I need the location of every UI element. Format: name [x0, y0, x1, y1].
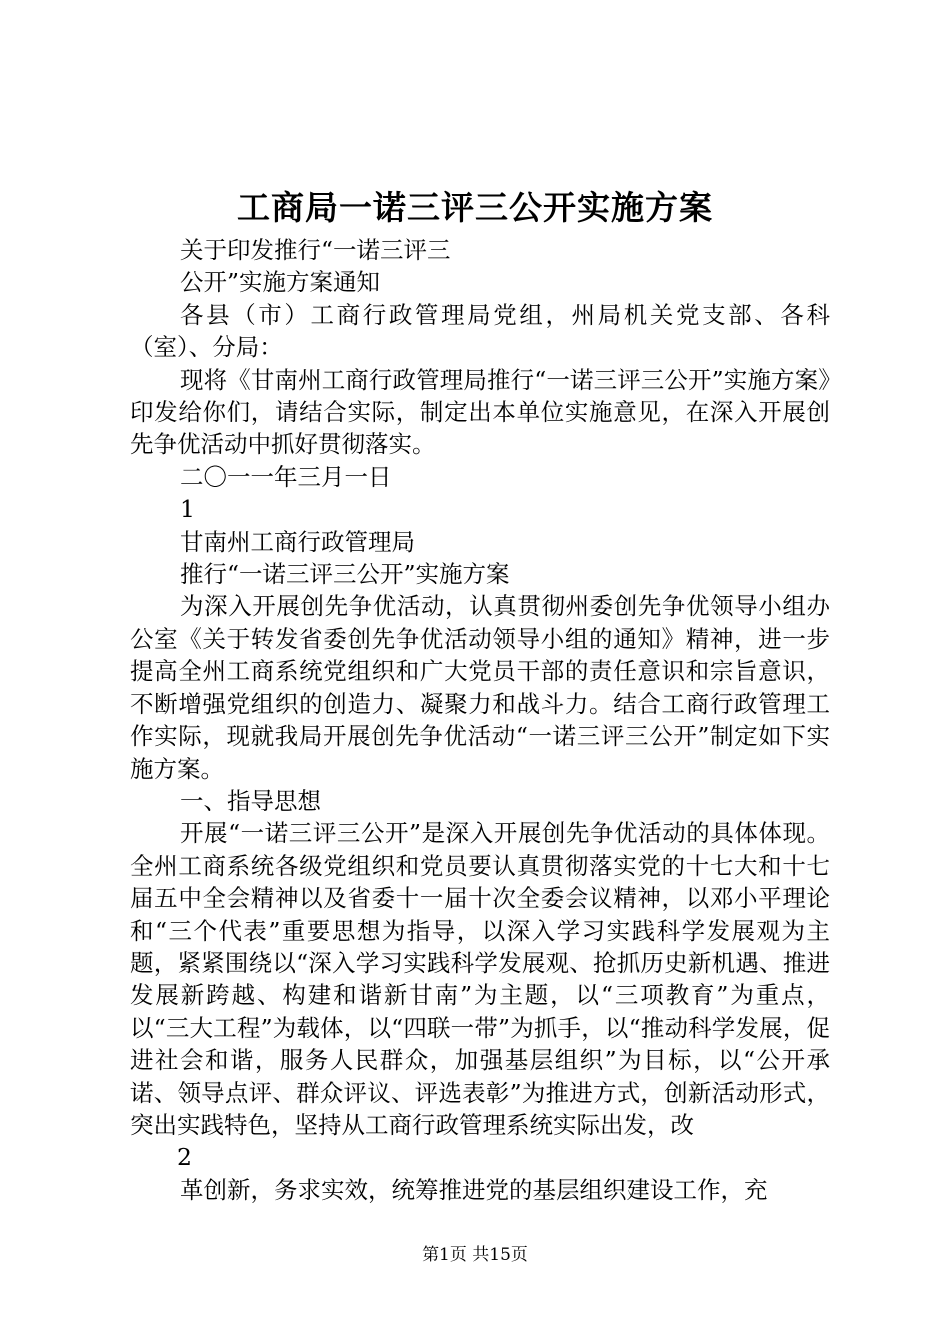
issuer-name: 甘南州工商行政管理局: [180, 527, 415, 556]
notice-heading-line-2: 公开”实施方案通知: [180, 268, 381, 297]
recipients-paragraph: 各县（市）工商行政管理局党组，州局机关党支部、各科（室）、分局：: [130, 300, 830, 362]
intro-paragraph: 为深入开展创先争优活动，认真贯彻州委创先争优领导小组办公室《关于转发省委创先争优活动领导小组的通知》精神，进一步提高全州工商系统党组织和广大党员干部的责任意识和宗旨意识，不断增强党组织的创造力、凝聚力和战斗力。结合工商行政管理工作实际，现就我局开展创先争优活动“一诺三评三公开”制定如下实施方案。: [130, 592, 830, 783]
notice-date: 二〇一一年三月一日: [180, 462, 392, 491]
page-number-2: 2: [177, 1143, 192, 1172]
page-number-1: 1: [180, 495, 195, 524]
plan-title: 推行“一诺三评三公开”实施方案: [180, 560, 510, 589]
document-body: [130, 234, 830, 1206]
guiding-ideology-paragraph: 开展“一诺三评三公开”是深入开展创先争优活动的具体体现。全州工商系统各级党组织和党员要认真贯彻落实党的十七大和十七届五中全会精神以及省委十一届十次全委会议精神，以邓小平理论和“三个代表”重要思想为指导，以深入学习实践科学发展观为主题，紧紧围绕以“深入学习实践科学发展观、抢抓历史新机遇、推进发展新跨越、构建和谐新甘南”为主题，以“三项教育”为重点，以“三大工程”为载体，以“四联一带”为抓手，以“推动科学发展，促进社会和谐，服务人民群众，加强基层组织”为目标，以“公开承诺、领导点评、群众评议、评选表彰”为推进方式，创新活动形式，突出实践特色，坚持从工商行政管理系统实际出发，改: [130, 819, 830, 1139]
continuation-paragraph: 革创新，务求实效，统筹推进党的基层组织建设工作，充: [180, 1175, 768, 1204]
document-title: 工商局一诺三评三公开实施方案: [237, 188, 713, 227]
notice-paragraph: 现将《甘南州工商行政管理局推行“一诺三评三公开”实施方案》印发给你们，请结合实际，制定出本单位实施意见，在深入开展创先争优活动中抓好贯彻落实。: [130, 365, 830, 459]
page-footer: 第1页 共15页: [422, 1245, 528, 1265]
notice-heading-line-1: 关于印发推行“一诺三评三: [180, 236, 451, 264]
section-heading-guiding-ideology: 一、指导思想: [180, 786, 321, 815]
